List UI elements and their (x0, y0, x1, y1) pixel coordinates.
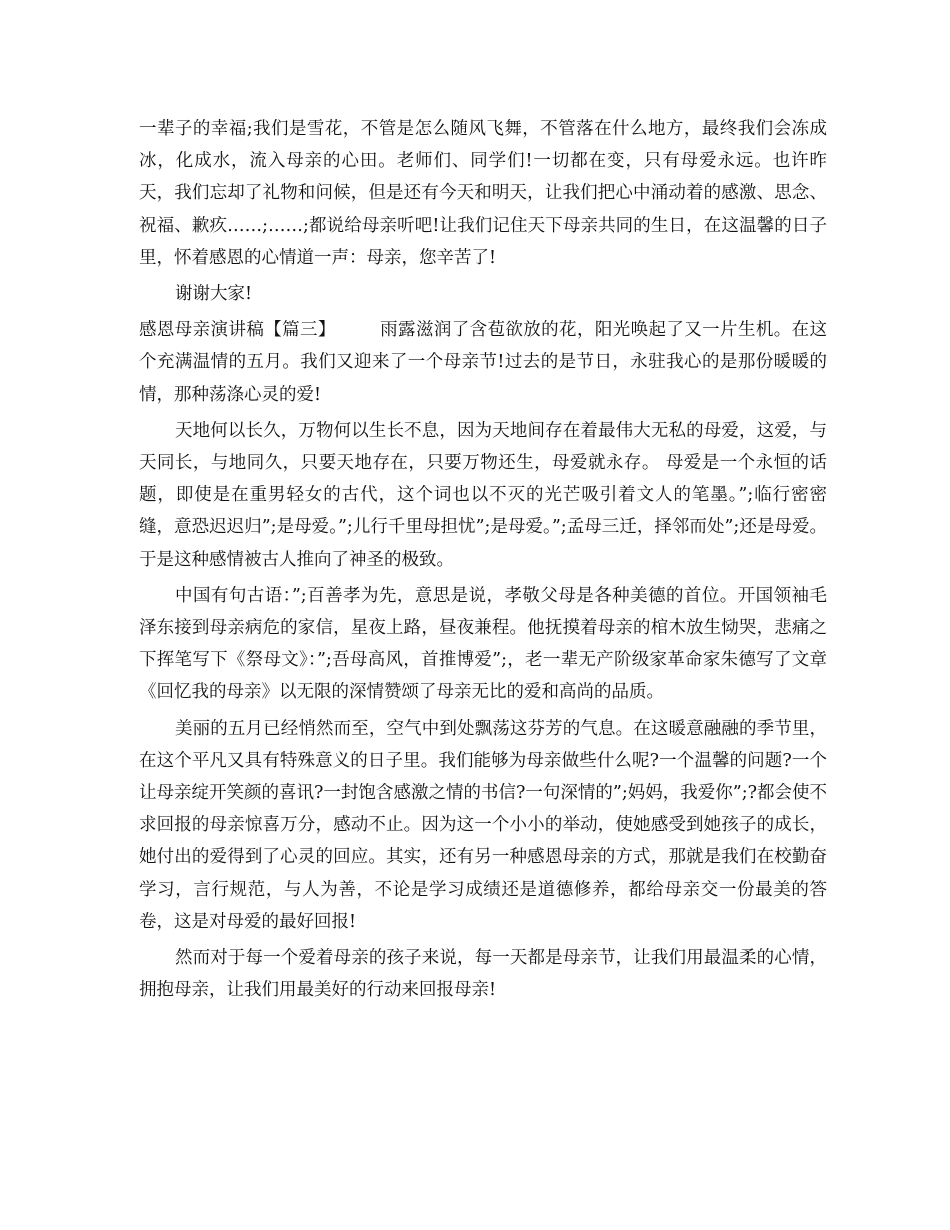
section-block (139, 314, 827, 411)
paragraph-continuation: 一辈子的幸福;我们是雪花，不管是怎么随风飞舞，不管落在什么地方，最终我们会冻成冰，化成水，流入母亲的心田。老师们、同学们!一切都在变，只有母爱永远。也许昨天，我们忘却了礼物和问候，但是还有今天和明天，让我们把心中涌动着的感激、思念、祝福、歉疚……;……;都说给母亲听吧!让我们记住天下母亲共同的生日，在这温馨的日子里，怀着感恩的心情道一声：母亲，您辛苦了! (139, 119, 827, 268)
paragraph-body-4: 然而对于每一个爱着母亲的孩子来说，每一天都是母亲节，让我们用最温柔的心情，拥抱母亲，让我们用最美好的行动来回报母亲! (139, 948, 827, 1001)
section-heading: 感恩母亲演讲稿【篇三】 (139, 320, 336, 341)
paragraph-thanks: 谢谢大家! (175, 284, 253, 305)
paragraph-body-2: 中国有句古语：”;百善孝为先，意思是说，孝敬父母是各种美德的首位。开国领袖毛泽东接到母亲病危的家信，星夜上路，昼夜兼程。他抚摸着母亲的棺木放生恸哭，悲痛之下挥笔写下《祭母文》：”;吾母高风，首推博爱”;，老一辈无产阶级家革命家朱德写了文章《回忆我的母亲》以无限的深情赞颂了母亲无比的爱和高尚的品质。 (139, 585, 827, 703)
paragraph-body-3: 美丽的五月已经悄然而至，空气中到处飘荡这芬芳的气息。在这暖意融融的季节里，在这个平凡又具有特殊意义的日子里。我们能够为母亲做些什么呢?一个温馨的问题?一个让母亲绽开笑颜的喜讯?一封饱含感激之情的书信?一句深情的”;妈妈，我爱你”;?都会使不求回报的母亲惊喜万分，感动不止。因为这一个小小的举动，使她感受到她孩子的成长，她付出的爱得到了心灵的回应。其实，还有另一种感恩母亲的方式，那就是我们在校勤奋学习，言行规范，与人为善，不论是学习成绩还是道德修养，都给母亲交一份最美的答卷，这是对母爱的最好回报! (139, 718, 827, 932)
paragraph-body-1: 天地何以长久，万物何以生长不息，因为天地间存在着最伟大无私的母爱，这爱，与天同长，与地同久，只要天地存在，只要万物还生，母爱就永存。 母爱是一个永恒的话题，即使是在重男轻女的古代，这个词也以不灭的光芒吸引着文人的笔墨。”;临行密密缝，意恐迟迟归”;是母爱。”;儿行千里母担忧”;是母爱。”;孟母三迁，择邻而处”;还是母爱。于是这种感情被古人推向了神圣的极致。 (139, 420, 827, 570)
section-first-paragraph: 雨露滋润了含苞欲放的花，阳光唤起了又一片生机。在这个充满温情的五月。我们又迎来了一个母亲节!过去的是节日，永驻我心的是那份暖暖的情，那种荡涤心灵的爱! (139, 320, 828, 405)
